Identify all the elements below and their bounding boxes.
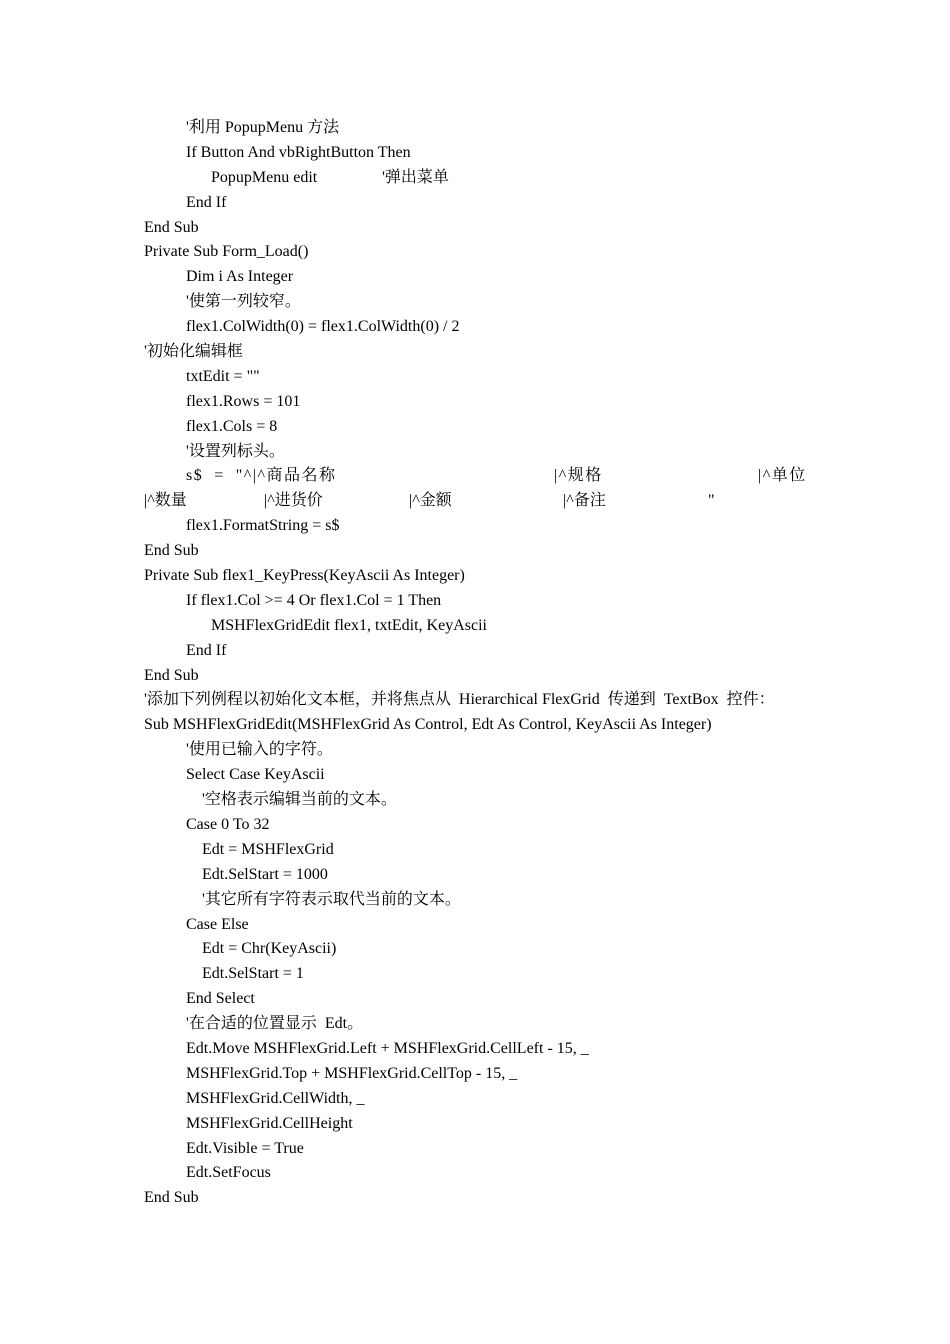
code-text: Dim i As Integer xyxy=(186,268,294,286)
code-text: '使第一列较窄。 xyxy=(186,293,301,311)
code-text: End Sub xyxy=(144,1189,199,1207)
code-text: Edt.SelStart = 1 xyxy=(202,965,304,983)
code-text: Edt.Move MSHFlexGrid.Left + MSHFlexGrid.CellLeft - 15, _ xyxy=(186,1039,589,1057)
code-text: If flex1.Col >= 4 Or flex1.Col = 1 Then xyxy=(186,591,442,609)
code-line xyxy=(144,539,814,564)
code-line xyxy=(144,216,814,241)
code-text: txtEdit = "" xyxy=(186,367,260,385)
code-text: Select Case KeyAscii xyxy=(186,766,325,784)
code-line xyxy=(144,788,814,813)
code-text: flex1.FormatString = s$ xyxy=(186,517,340,535)
code-text: Private Sub Form_Load() xyxy=(144,243,309,261)
code-line xyxy=(144,813,814,838)
code-text: '初始化编辑框 xyxy=(144,343,243,361)
code-text: End Sub xyxy=(144,542,199,560)
code-line-format-string-continued xyxy=(144,489,814,514)
code-text: Case Else xyxy=(186,915,249,933)
code-text: PopupMenu edit xyxy=(211,168,318,186)
code-line xyxy=(144,763,814,788)
code-line xyxy=(144,1112,814,1137)
code-line xyxy=(144,1087,814,1112)
code-line xyxy=(144,1062,814,1087)
code-text: '使用已输入的字符。 xyxy=(186,741,333,759)
code-line xyxy=(144,838,814,863)
code-line xyxy=(144,688,814,713)
code-line xyxy=(144,614,814,639)
code-text: '添加下列例程以初始化文本框，并将焦点从 Hierarchical FlexGrid 传递到 TextBox 控件： xyxy=(144,691,775,709)
code-line xyxy=(144,962,814,987)
code-line xyxy=(144,1137,814,1162)
code-line xyxy=(144,390,814,415)
code-line xyxy=(144,290,814,315)
code-text: End Sub xyxy=(144,218,199,236)
code-text: |^进货价 xyxy=(264,492,323,510)
code-text: End If xyxy=(186,641,227,659)
code-text: flex1.Cols = 8 xyxy=(186,417,278,435)
code-text: Private Sub flex1_KeyPress(KeyAscii As Integer) xyxy=(144,567,465,585)
code-text: |^规格 xyxy=(554,467,603,485)
code-line xyxy=(144,166,814,191)
code-text: Case 0 To 32 xyxy=(186,815,270,833)
code-text: '其它所有字符表示取代当前的文本。 xyxy=(202,890,461,908)
code-line xyxy=(144,365,814,390)
code-line xyxy=(144,888,814,913)
code-text: Edt = Chr(KeyAscii) xyxy=(202,940,337,958)
code-text: flex1.ColWidth(0) = flex1.ColWidth(0) / 2 xyxy=(186,318,460,336)
code-text: MSHFlexGrid.Top + MSHFlexGrid.CellTop - 15, _ xyxy=(186,1064,518,1082)
code-line xyxy=(144,713,814,738)
code-text: '在合适的位置显示 Edt。 xyxy=(186,1015,364,1033)
code-line xyxy=(144,415,814,440)
code-line xyxy=(144,1161,814,1186)
code-line xyxy=(144,639,814,664)
code-line xyxy=(144,141,814,166)
code-line xyxy=(144,987,814,1012)
code-comment: '弹出菜单 xyxy=(382,168,449,186)
code-line xyxy=(144,315,814,340)
code-line-format-string xyxy=(144,464,814,489)
code-line xyxy=(144,1012,814,1037)
code-line xyxy=(144,116,814,141)
code-text: Edt = MSHFlexGrid xyxy=(202,840,334,858)
code-line xyxy=(144,440,814,465)
code-line xyxy=(144,589,814,614)
code-text: MSHFlexGridEdit flex1, txtEdit, KeyAscii xyxy=(211,616,487,634)
code-text: End Select xyxy=(186,990,255,1008)
code-line xyxy=(144,191,814,216)
code-line xyxy=(144,340,814,365)
code-text: |^数量 xyxy=(144,492,187,510)
code-text: |^备注 xyxy=(563,492,606,510)
code-text: flex1.Rows = 101 xyxy=(186,392,301,410)
code-line xyxy=(144,514,814,539)
code-text: '利用 PopupMenu 方法 xyxy=(186,119,340,136)
code-text: Sub MSHFlexGridEdit(MSHFlexGrid As Control, Edt As Control, KeyAscii As Integer) xyxy=(144,716,712,734)
code-text: Edt.SelStart = 1000 xyxy=(202,865,328,883)
code-line xyxy=(144,863,814,888)
code-text: '设置列标头。 xyxy=(186,442,285,460)
code-line xyxy=(144,1186,814,1211)
code-line xyxy=(144,664,814,689)
code-line xyxy=(144,937,814,962)
code-line xyxy=(144,240,814,265)
code-listing xyxy=(144,116,814,1211)
code-text: Edt.Visible = True xyxy=(186,1139,304,1157)
code-line xyxy=(144,564,814,589)
code-text: If Button And vbRightButton Then xyxy=(186,143,411,161)
code-text: |^金额 xyxy=(409,492,452,510)
code-text: |^单位 xyxy=(758,467,807,485)
code-text: End If xyxy=(186,193,227,211)
code-text: '空格表示编辑当前的文本。 xyxy=(202,791,397,809)
code-text: s$ = "^|^商品名称 xyxy=(186,467,337,485)
code-text: MSHFlexGrid.CellHeight xyxy=(186,1114,353,1132)
code-text: " xyxy=(708,492,715,510)
code-text: MSHFlexGrid.CellWidth, _ xyxy=(186,1089,365,1107)
code-text: Edt.SetFocus xyxy=(186,1164,271,1182)
code-line xyxy=(144,738,814,763)
code-text: End Sub xyxy=(144,666,199,684)
code-line xyxy=(144,265,814,290)
code-line xyxy=(144,1037,814,1062)
code-line xyxy=(144,913,814,938)
